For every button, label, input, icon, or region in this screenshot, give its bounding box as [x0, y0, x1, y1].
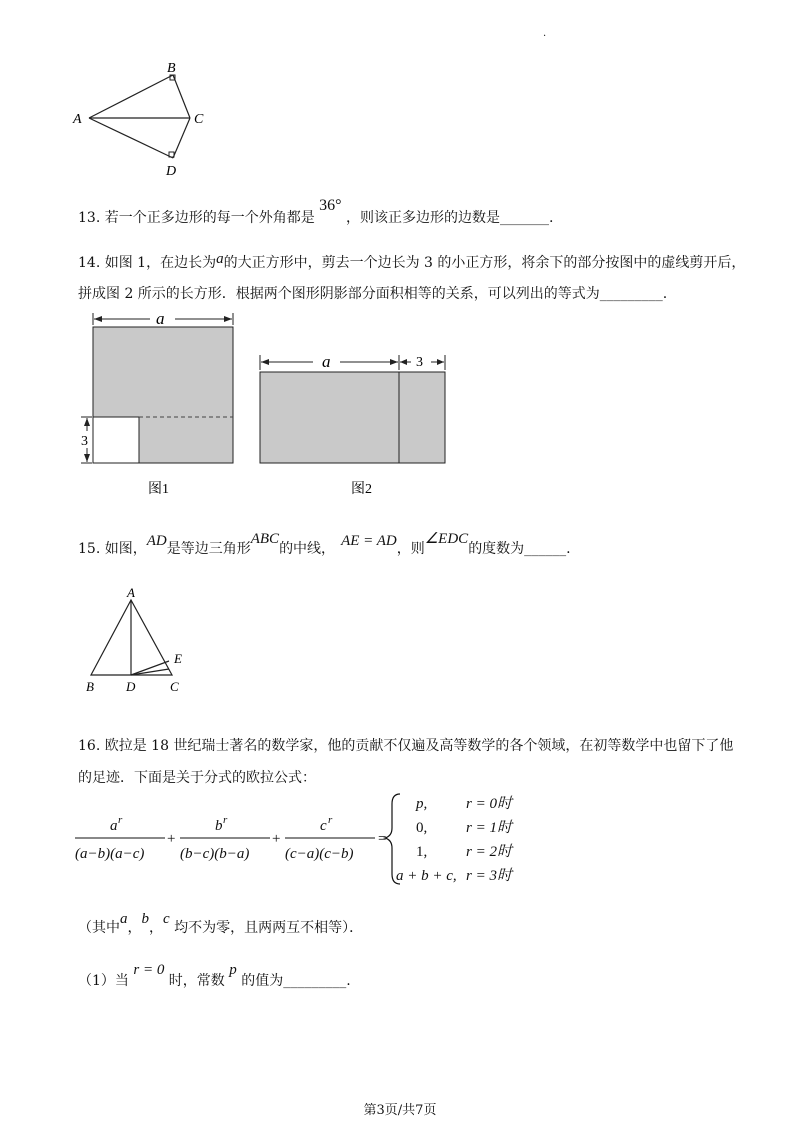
case-3-value: 1, [416, 844, 428, 860]
q16-sub1-p: p [229, 962, 237, 978]
equals-sign: = [378, 831, 387, 847]
tri-label-c: C [170, 679, 179, 694]
q16-line1: 欧拉是 18 世纪瑞士著名的数学家，他的贡献不仅遍及高等数学的各个领域，在初等数学中也留下了他 [104, 738, 734, 754]
q13-number: 13. [78, 210, 101, 226]
question-16-line1 [78, 735, 733, 755]
tri-label-a: A [127, 585, 135, 600]
question-15 [78, 531, 571, 558]
frac3-numerator: c [320, 818, 327, 834]
plus-2: + [272, 831, 281, 847]
q15-mid3: ，则 [396, 541, 425, 557]
q16-note-pre: （其中 [78, 920, 120, 936]
question-16-line2: 的足迹．下面是关于分式的欧拉公式： [78, 770, 316, 786]
figure-1 [81, 313, 233, 463]
case-4-condition: r = 3时 [466, 868, 512, 884]
case-4-value: a + b + c, [396, 868, 457, 884]
frac2-numerator: b [215, 818, 223, 834]
fig1-label-3: 3 [81, 434, 88, 449]
q14-line1-post: 的大正方形中，剪去一个边长为 3 的小正方形，将余下的部分按图中的虚线剪开后， [223, 255, 746, 271]
q16-note-c: c [163, 911, 170, 927]
triangle-figure [78, 583, 198, 698]
tri-label-e: E [174, 651, 182, 666]
frac1-numerator: a [110, 818, 118, 834]
kite-label-a: A [73, 112, 82, 127]
kite-label-d: D [166, 164, 177, 179]
kite-figure [60, 55, 230, 185]
q15-mid2: 的中线， [279, 541, 336, 557]
top-dot: . [543, 28, 547, 39]
q16-note-a: a [120, 911, 128, 927]
frac1-exponent: r [118, 814, 123, 826]
fig2-label-3: 3 [416, 355, 423, 370]
euler-formula [70, 790, 530, 890]
q13-text-post: ，则该正多边形的边数是_______. [346, 210, 554, 226]
fig2-label-a: a [322, 352, 331, 371]
kite-label-b: B [167, 61, 176, 76]
figure-2-caption: 图2 [351, 482, 372, 497]
case-2-value: 0, [416, 820, 428, 836]
case-3-condition: r = 2时 [466, 844, 512, 860]
q14-var-a: a [216, 251, 224, 267]
tri-label-d: D [126, 679, 136, 694]
case-1-value: p, [416, 796, 428, 812]
q14-figures [70, 305, 470, 500]
q14-number: 14. [78, 255, 101, 271]
q15-angle: ∠EDC [424, 531, 469, 547]
frac2-denominator: (b−c)(b−a) [180, 846, 250, 862]
q13-angle: 36° [319, 197, 342, 214]
q15-post: 的度数为______. [468, 541, 571, 557]
page-footer: 第3页/共7页 [363, 1103, 437, 1118]
q16-note-b: b [141, 911, 149, 927]
q16-number: 16. [78, 738, 101, 754]
fig1-label-a: a [156, 309, 165, 328]
tri-label-b: B [86, 679, 94, 694]
question-13 [78, 197, 554, 227]
question-14-line1 [78, 252, 745, 272]
q16-note: （其中a，b，c 均不为零，且两两互不相等）． [78, 911, 364, 936]
q16-sub1-mid: 时，常数 [168, 973, 225, 989]
figure-1-caption: 图1 [148, 482, 169, 497]
q15-ad: AD [146, 533, 167, 549]
kite-label-c: C [194, 112, 204, 127]
q15-ae-eq-ad: AE = AD [341, 533, 397, 549]
q15-pre: 如图， [104, 541, 147, 557]
q14-line1-pre: 如图 1，在边长为 [104, 255, 217, 271]
frac3-exponent: r [328, 814, 333, 826]
frac2-exponent: r [223, 814, 228, 826]
question-14-line2: 拼成图 2 所示的长方形．根据两个图形阴影部分面积相等的关系，可以列出的等式为_________. [78, 286, 668, 302]
plus-1: + [167, 831, 176, 847]
q13-text-pre: 若一个正多边形的每一个外角都是 [104, 210, 315, 226]
q15-number: 15. [78, 541, 101, 557]
case-1-condition: r = 0时 [466, 796, 512, 812]
q15-abc: ABC [250, 531, 280, 547]
q16-sub1-pre: （1）当 [78, 973, 129, 989]
frac1-denominator: (a−b)(a−c) [75, 846, 145, 862]
q16-note-post: 均不为零，且两两互不相等）． [174, 920, 364, 936]
frac3-denominator: (c−a)(c−b) [285, 846, 354, 862]
q16-sub1-cond: r = 0 [133, 962, 165, 978]
q16-sub1-post: 的值为_________. [241, 973, 351, 989]
q15-mid1: 是等边三角形 [166, 541, 251, 557]
q16-sub1 [78, 962, 351, 990]
figure-2 [260, 355, 445, 463]
case-2-condition: r = 1时 [466, 820, 512, 836]
